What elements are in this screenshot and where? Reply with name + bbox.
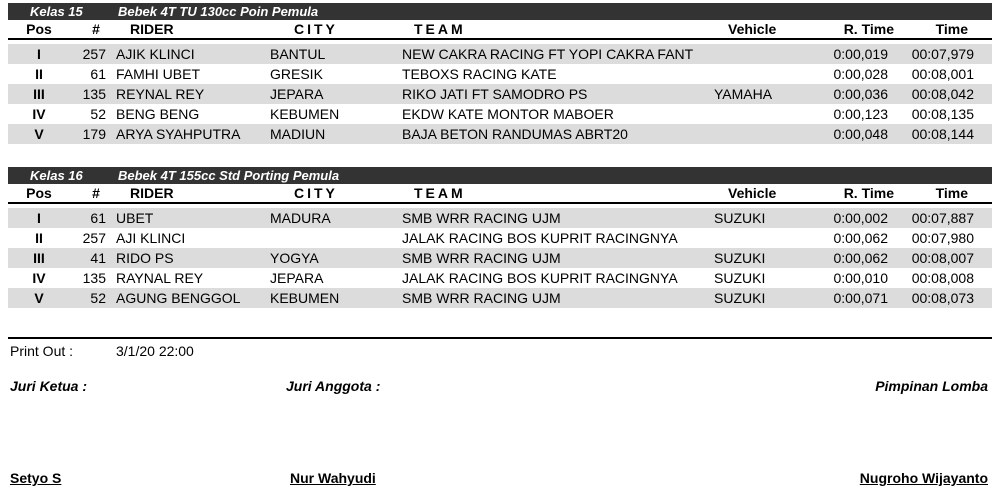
reaction-time: 0:00,028 [833, 66, 888, 82]
vehicle-brand: YAMAHA [714, 86, 773, 102]
col-team: TEAM [414, 21, 466, 37]
vehicle-brand: SUZUKI [714, 270, 766, 286]
col-num: # [92, 185, 100, 201]
team-name: NEW CAKRA RACING FT YOPI CAKRA FANT [402, 46, 694, 62]
finish-time: 00:07,980 [911, 230, 974, 246]
rider-position: IV [32, 270, 46, 286]
rider-city: KEBUMEN [270, 290, 340, 306]
col-num: # [92, 21, 100, 37]
rider-city: GRESIK [270, 66, 323, 82]
category-label: Bebek 4T 155cc Std Porting Pemula [118, 168, 340, 183]
rider-name: RAYNAL REY [116, 270, 204, 286]
team-name: JALAK RACING BOS KUPRIT RACINGNYA [402, 270, 678, 286]
rider-city: MADIUN [270, 126, 326, 142]
juri-ketua-name: Setyo S [10, 470, 62, 486]
results-section-kelas-16 [8, 167, 992, 308]
rider-position: III [33, 86, 45, 102]
team-name: JALAK RACING BOS KUPRIT RACINGNYA [402, 230, 678, 246]
reaction-time: 0:00,123 [833, 106, 888, 122]
reaction-time: 0:00,048 [833, 126, 888, 142]
finish-time: 00:07,887 [911, 210, 974, 226]
pimpinan-lomba-label: Pimpinan Lomba [875, 378, 988, 394]
rider-position: II [35, 230, 43, 246]
team-name: BAJA BETON RANDUMAS ABRT20 [402, 126, 628, 142]
finish-time: 00:08,135 [911, 106, 974, 122]
rider-number: 61 [90, 66, 106, 82]
header-divider [8, 202, 992, 204]
rider-number: 257 [82, 46, 106, 62]
reaction-time: 0:00,019 [833, 46, 888, 62]
table-row [8, 44, 992, 64]
col-city: CITY [294, 21, 338, 37]
col-time: Time [935, 185, 968, 201]
pimpinan-lomba-name: Nugroho Wijayanto [859, 470, 988, 486]
rider-number: 179 [82, 126, 106, 142]
rider-position: III [33, 250, 45, 266]
rider-number: 52 [90, 290, 106, 306]
vehicle-brand: SUZUKI [714, 290, 766, 306]
col-city: CITY [294, 185, 338, 201]
vehicle-brand: SUZUKI [714, 250, 766, 266]
rider-position: V [34, 126, 44, 142]
rider-name: RIDO PS [116, 250, 174, 266]
finish-time: 00:08,001 [911, 66, 974, 82]
rider-number: 135 [82, 270, 106, 286]
finish-time: 00:08,042 [911, 86, 974, 102]
class-label: Kelas 16 [30, 168, 83, 183]
finish-time: 00:07,979 [911, 46, 974, 62]
col-pos: Pos [26, 21, 52, 37]
reaction-time: 0:00,062 [833, 230, 888, 246]
rider-position: IV [32, 106, 46, 122]
results-table [8, 44, 992, 144]
print-out-value: 3/1/20 22:00 [116, 343, 194, 359]
rider-city: KEBUMEN [270, 106, 340, 122]
table-row [8, 104, 992, 124]
rider-name: AGUNG BENGGOL [116, 290, 241, 306]
column-header-row [8, 184, 992, 202]
rider-position: II [35, 66, 43, 82]
col-rtime: R. Time [843, 21, 894, 37]
results-section-kelas-15 [8, 3, 992, 144]
rider-position: V [34, 290, 44, 306]
juri-ketua-label: Juri Ketua : [10, 378, 88, 394]
rider-city: YOGYA [270, 250, 319, 266]
team-name: SMB WRR RACING UJM [402, 250, 561, 266]
rider-name: BENG BENG [116, 106, 200, 122]
rider-name: UBET [116, 210, 154, 226]
col-pos: Pos [26, 185, 52, 201]
print-out-label: Print Out : [10, 343, 74, 359]
rider-position: I [37, 210, 41, 226]
reaction-time: 0:00,062 [833, 250, 888, 266]
col-vehicle: Vehicle [728, 185, 777, 201]
results-table [8, 208, 992, 308]
rider-number: 61 [90, 210, 106, 226]
rider-name: ARYA SYAHPUTRA [116, 126, 241, 142]
team-name: TEBOXS RACING KATE [402, 66, 557, 82]
rider-name: FAMHI UBET [116, 66, 201, 82]
finish-time: 00:08,007 [911, 250, 974, 266]
rider-name: REYNAL REY [116, 86, 205, 102]
rider-position: I [37, 46, 41, 62]
table-row [8, 248, 992, 268]
rider-number: 257 [82, 230, 106, 246]
class-label: Kelas 15 [30, 4, 83, 19]
rider-name: AJI KLINCI [116, 230, 186, 246]
table-row [8, 84, 992, 104]
rider-city: JEPARA [270, 270, 324, 286]
team-name: SMB WRR RACING UJM [402, 210, 561, 226]
rider-city: JEPARA [270, 86, 324, 102]
table-row [8, 208, 992, 228]
rider-number: 41 [90, 250, 106, 266]
reaction-time: 0:00,071 [833, 290, 888, 306]
rider-number: 52 [90, 106, 106, 122]
juri-anggota-label: Juri Anggota : [286, 378, 381, 394]
col-rtime: R. Time [843, 185, 894, 201]
table-row [8, 288, 992, 308]
vehicle-brand: SUZUKI [714, 210, 766, 226]
finish-time: 00:08,144 [911, 126, 974, 142]
category-label: Bebek 4T TU 130cc Poin Pemula [118, 4, 319, 19]
col-team: TEAM [414, 185, 466, 201]
table-row [8, 124, 992, 144]
reaction-time: 0:00,010 [833, 270, 888, 286]
header-divider [8, 38, 992, 40]
col-time: Time [935, 21, 968, 37]
col-rider: RIDER [130, 21, 174, 37]
finish-time: 00:08,008 [911, 270, 974, 286]
table-row [8, 64, 992, 84]
rider-city: MADURA [270, 210, 331, 226]
col-rider: RIDER [130, 185, 174, 201]
team-name: EKDW KATE MONTOR MABOER [402, 106, 614, 122]
section-header [8, 3, 992, 20]
col-vehicle: Vehicle [728, 21, 777, 37]
table-row [8, 268, 992, 288]
column-header-row [8, 20, 992, 38]
rider-number: 135 [82, 86, 106, 102]
reaction-time: 0:00,036 [833, 86, 888, 102]
footer-divider [8, 337, 992, 339]
team-name: RIKO JATI FT SAMODRO PS [402, 86, 588, 102]
rider-city: BANTUL [270, 46, 326, 62]
section-header [8, 167, 992, 184]
finish-time: 00:08,073 [911, 290, 974, 306]
table-row [8, 228, 992, 248]
rider-name: AJIK KLINCI [116, 46, 195, 62]
juri-anggota-name: Nur Wahyudi [290, 470, 376, 486]
reaction-time: 0:00,002 [833, 210, 888, 226]
team-name: SMB WRR RACING UJM [402, 290, 561, 306]
